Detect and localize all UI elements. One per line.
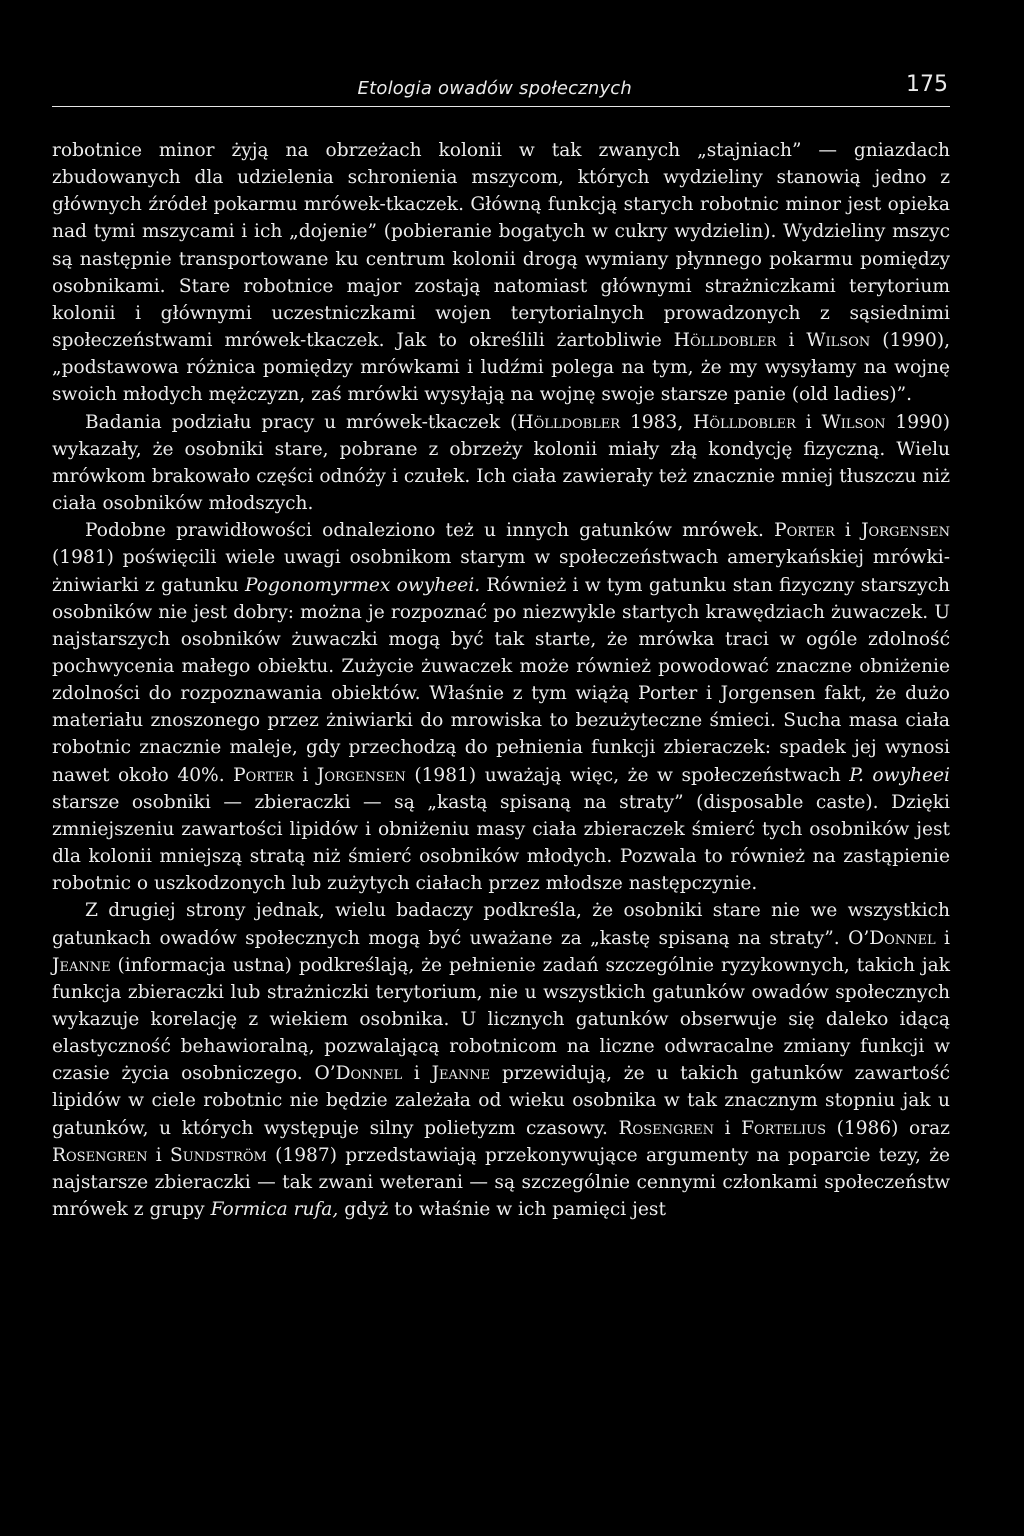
author-name: Hölldobler (673, 330, 777, 352)
author-name: O’Donnel (314, 1063, 403, 1085)
book-page (52, 70, 950, 1223)
author-name: Jeanne (52, 954, 111, 976)
text-run: (1981) poświęcili wiele uwagi osobnikom starym w społeczeństwach amerykańskiej mrówki-żniwiarki z gatunku (52, 547, 950, 596)
text-run: i (293, 764, 317, 786)
text-run: Z drugiej strony jednak, wielu badaczy podkreśla, że osobniki stare nie we wszystkich gatunkach owadów społecznych mogą być uważane za „kastę spisaną na straty”. (52, 900, 950, 949)
text-run: i (402, 1063, 432, 1085)
species-name: P. owyheei (849, 764, 950, 786)
page-header (52, 70, 950, 107)
author-name: O’Donnel (848, 927, 936, 949)
text-run: gdyż to właśnie w ich pamięci jest (338, 1199, 666, 1221)
text-run: i (147, 1144, 171, 1166)
text-run: (1990), „podstawowa różnica pomiędzy mrówkami i ludźmi polega na tym, że my wysyłamy na wojnę swoich młodych mężczyzn, zaś mrówki wysyłają na wojnę swoje starsze panie (old ladies)”. (52, 330, 950, 406)
text-run: (informacja ustna) podkreślają, że pełnienie zadań szczególnie ryzykownych, takich jak funkcja zbieraczki lub strażniczki terytorium, nie u wszystkich gatunków owadów społecznych wykazuje korelację z wiekiem osobnika. U licznych gatunków obserwuje się daleko idącą elastyczność behawioralną, pozwalającą robotnicom na liczne odwracalne zmiany funkcji w czasie życia osobniczego. (52, 954, 950, 1085)
text-run: i (776, 330, 807, 352)
text-run: starsze osobniki — zbieraczki — są „kastą spisaną na straty” (disposable caste). Dzięki zmniejszeniu zawartości lipidów i obniżeniu masy ciała zbieraczek śmierć tych osobników jest dla kolonii mniejszą stratą niż śmierć osobników młodych. Pozwala to również na zastąpienie robotnic o uszkodzonych lub zużytych ciałach przez młodsze następczynie. (52, 791, 950, 895)
text-run: robotnice minor żyją na obrzeżach kolonii w tak zwanych „stajniach” — gniazdach zbudowanych dla udzielenia schronienia mszycom, których wydzieliny stanowią jedno z głównych źródeł pokarmu mrówek-tkaczek. Główną funkcją starych robotnic minor jest opieka nad tymi mszycami i ich „dojenie” (pobieranie bogatych w cukry wydzielin). Wydzieliny mszyc są następnie transportowane ku centrum kolonii drogą wymiany płynnego pokarmu pomiędzy osobnikami. Stare robotnice major zostają natomiast głównymi strażniczkami terytorium kolonii i głównymi uczestniczkami wojen terytorialnych prowadzonych z sąsiednimi społeczeństwami mrówek-tkaczek. Jak to określili żartobliwie (52, 140, 950, 352)
text-run: 1990) wykazały, że osobniki stare, pobrane z obrzeży kolonii miały złą kondycję fizyczną. Wielu mrówkom brakowało części odnóży i czułek. Ich ciała zawierały też znacznie mniej tłuszczu niż ciała osobników młodszych. (52, 411, 950, 515)
paragraph (52, 409, 950, 518)
author-name: Hölldobler (693, 411, 796, 433)
text-run: i (935, 927, 951, 949)
text-run: (1981) uważają więc, że w społeczeństwach (405, 764, 850, 786)
text-run: przewidują, że u takich gatunków zawartość lipidów w ciele robotnic nie będzie zależała od wieku osobnika w tak znacznym stopniu jak u gatunków, u których występuje silny polietyzm czasowy. (52, 1063, 950, 1139)
author-name: Fortelius (741, 1117, 827, 1139)
author-name: Rosengren (52, 1144, 148, 1166)
text-run: (1987) przedstawiają przekonywujące argumenty na poparcie tezy, że najstarsze zbieraczki — tak zwani weterani — są szczególnie cennymi członkami społeczeństw mrówek z grupy (52, 1144, 950, 1221)
running-title: Etologia owadów społecznych (357, 78, 632, 99)
text-run: Badania podziału pracy u mrówek-tkaczek ( (85, 411, 518, 433)
page-number: 175 (906, 72, 948, 97)
author-name: Porter (233, 764, 294, 786)
paragraph (52, 517, 950, 897)
paragraph (52, 897, 950, 1223)
text-run: (1986) oraz (826, 1117, 950, 1139)
species-name: Formica rufa, (210, 1199, 339, 1221)
author-name: Jorgensen (316, 764, 406, 786)
text-run: i (834, 520, 862, 542)
author-name: Hölldobler (517, 411, 621, 433)
body-text (52, 137, 950, 1223)
author-name: Sundström (170, 1144, 267, 1166)
author-name: Wilson (821, 411, 886, 433)
author-name: Jorgensen (861, 520, 950, 542)
author-name: Porter (774, 520, 835, 542)
species-name: Pogonomyrmex owyheei. (245, 574, 481, 596)
text-run: Podobne prawidłowości odnaleziono też u innych gatunków mrówek. (85, 520, 775, 542)
paragraph (52, 137, 950, 409)
text-run: 1983, (620, 411, 694, 433)
text-run: i (714, 1117, 742, 1139)
author-name: Rosengren (618, 1117, 714, 1139)
author-name: Wilson (806, 330, 871, 352)
text-run: Również i w tym gatunku stan fizyczny starszych osobników nie jest dobry: można je rozpoznać po niezwykle startych krawędziach żuwaczek. U najstarszych osobników żuwaczki mogą być tak starte, że mrówka traci w ogóle zdolność pochwycenia małego obiektu. Zużycie żuwaczek może również powodować znaczne obniżenie zdolności do rozpoznawania obiektów. Właśnie z tym wiążą Porter i Jorgensen fakt, że dużo materiału znoszonego przez żniwiarki do mrowiska to bezużyteczne śmieci. Sucha masa ciała robotnic znacznie maleje, gdy przechodzą do pełnienia funkcji zbieraczek: spadek jej wynosi nawet około 40%. (52, 574, 950, 786)
author-name: Jeanne (431, 1063, 491, 1085)
text-run: i (795, 411, 822, 433)
